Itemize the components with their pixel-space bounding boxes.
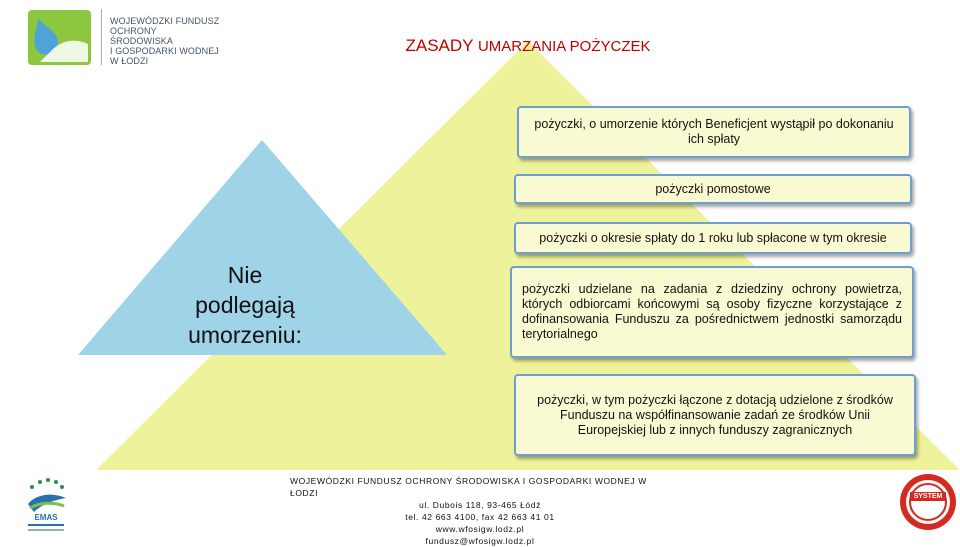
- footer-contact: [290, 475, 670, 547]
- item-box-4: [510, 266, 914, 358]
- footer-phone: tel. 42 663 4100, fax 42 663 41 01: [405, 512, 555, 522]
- page-title: [0, 36, 960, 56]
- item-box-1: [517, 106, 911, 158]
- item-box-5: [514, 374, 916, 456]
- item-text: pożyczki udzielane na zadania z dziedziny ochrony powietrza, których odbiorcami końcowymi są osoby fizyczne korzystające z dofinansowania Funduszu za pośrednictwem jednostki samorządu terytorialnego: [522, 282, 902, 341]
- item-text: pożyczki o okresie spłaty do 1 roku lub spłacone w tym okresie: [539, 230, 887, 245]
- item-box-3: [514, 222, 912, 254]
- system-certificate-seal-icon: [900, 474, 956, 530]
- footer-org-name: WOJEWÓDZKI FUNDUSZ OCHRONY ŚRODOWISKA I GOSPODARKI WODNEJ W ŁODZI: [290, 476, 647, 498]
- emas-badge-icon: [28, 478, 66, 531]
- logo-line: OCHRONY ŚRODOWISKA: [110, 26, 174, 46]
- item-text: pożyczki, w tym pożyczki łączone z dotacją udzielone z środków Funduszu na współfinansowanie zadań ze środków Unii Europejskiej lub z innych funduszy zagranicznych: [537, 392, 893, 437]
- logo-line: I GOSPODARKI WODNEJ: [110, 46, 219, 56]
- item-text: pożyczki pomostowe: [655, 181, 771, 196]
- footer-email-link[interactable]: fundusz@wfosigw.lodz.pl: [425, 536, 535, 546]
- emas-label: EMAS: [34, 513, 58, 522]
- label-line: umorzeniu:: [188, 322, 302, 348]
- system-seal-label: SYSTEM: [913, 493, 943, 500]
- not-subject-label: [170, 260, 320, 350]
- logo-line: WOJEWÓDZKI FUNDUSZ: [110, 16, 220, 26]
- title-word-zasady: ZASADY: [405, 36, 474, 55]
- title-rest: UMARZANIA POŻYCZEK: [477, 38, 651, 55]
- logo-line: W ŁODZI: [110, 56, 149, 66]
- label-line: podlegają: [195, 292, 295, 318]
- item-box-2: [514, 174, 912, 204]
- footer-website-link[interactable]: www.wfosigw.lodz.pl: [435, 524, 525, 534]
- label-line: Nie: [227, 262, 263, 288]
- footer-address: ul. Dubois 118, 93-465 Łódź: [419, 500, 541, 510]
- item-text: pożyczki, o umorzenie których Beneficjent wystąpił po dokonaniu ich spłaty: [534, 117, 894, 146]
